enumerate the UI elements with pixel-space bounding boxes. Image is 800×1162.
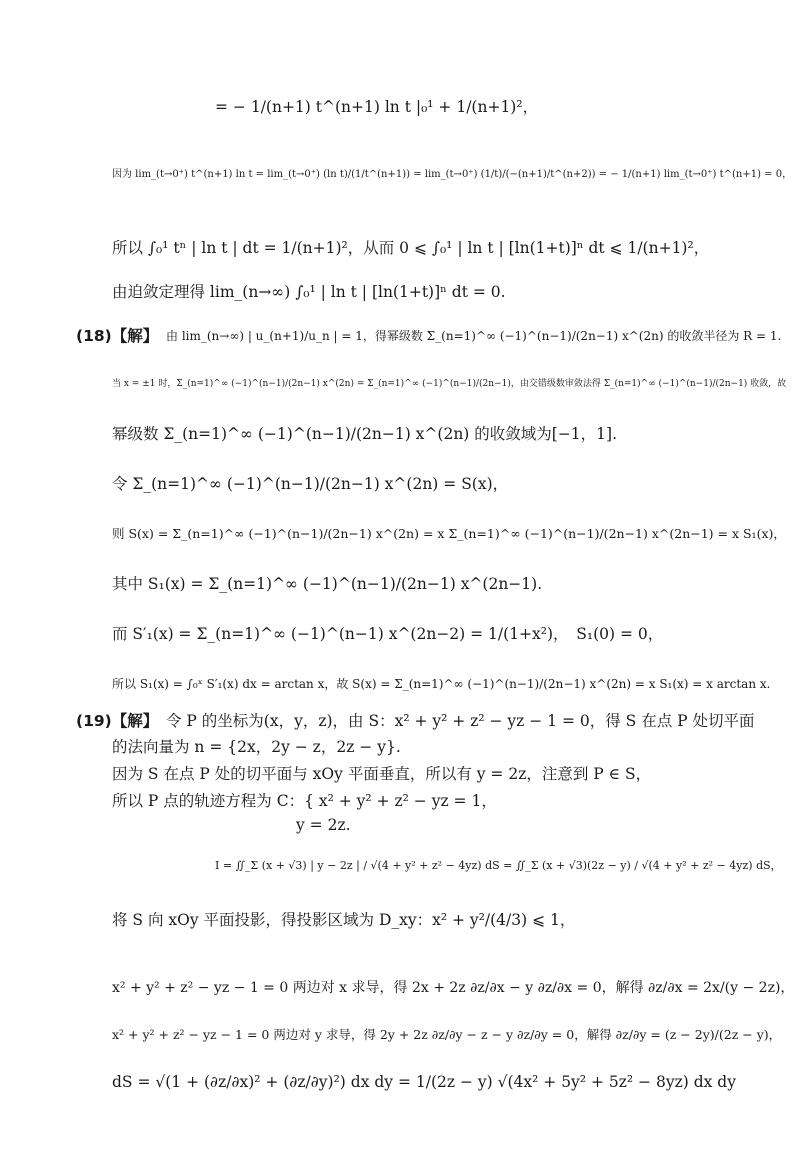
formula-line: 因为 lim_(t→0⁺) t^(n+1) ln t = lim_(t→0⁺) (ln t)/(1/t^(n+1)) = lim_(t→0⁺) (1/t)/(−(n+1)/t^(n+2)) = − 1/(n+1) lim_(t→0⁺) t^(n+1) = 0， — [112, 169, 793, 180]
question-18-label: (18)【解】 — [76, 327, 159, 345]
formula-line: x² + y² + z² − yz − 1 = 0 两边对 x 求导，得 2x + 2z ∂z/∂x − y ∂z/∂x = 0，解得 ∂z/∂x = 2x/(y − 2z)， — [112, 980, 795, 996]
formula-line: 其中 S₁(x) = Σ_(n=1)^∞ (−1)^(n−1)/(2n−1) x^(2n−1). — [112, 575, 543, 593]
text-line: 将 S 向 xOy 平面投影，得投影区域为 D_xy：x² + y²/(4/3) ⩽ 1， — [112, 911, 576, 929]
formula-line: 所以 ∫₀¹ tⁿ | ln t | dt = 1/(n+1)²，从而 0 ⩽ ∫₀¹ | ln t | [ln(1+t)]ⁿ dt ⩽ 1/(n+1)²， — [112, 239, 710, 257]
formula-line: 令 Σ_(n=1)^∞ (−1)^(n−1)/(2n−1) x^(2n) = S(x)， — [112, 475, 509, 493]
formula-line: 则 S(x) = Σ_(n=1)^∞ (−1)^(n−1)/(2n−1) x^(2n) = x Σ_(n=1)^∞ (−1)^(n−1)/(2n−1) x^(2n−1) = x S₁(x)， — [112, 526, 786, 541]
formula-line: 所以 S₁(x) = ∫₀ˣ S′₁(x) dx = arctan x，故 S(x) = Σ_(n=1)^∞ (−1)^(n−1)/(2n−1) x^(2n) = x S₁(x) = x arctan x. — [112, 677, 771, 691]
formula-line: 当 x = ±1 时，Σ_(n=1)^∞ (−1)^(n−1)/(2n−1) x^(2n) = Σ_(n=1)^∞ (−1)^(n−1)/(2n−1)，由交错级数审敛法得 Σ_(n=1)^∞ (−1)^(n−1)/(2n−1) 收敛，故 — [112, 379, 787, 389]
question-19-label: (19)【解】 — [76, 712, 159, 730]
formula-line: 由 lim_(n→∞) | u_(n+1)/u_n | = 1，得幂级数 Σ_(n=1)^∞ (−1)^(n−1)/(2n−1) x^(2n) 的收敛半径为 R = 1. — [166, 329, 782, 343]
formula-line: y = 2z. — [296, 816, 351, 834]
formula-line: I = ∬_Σ (x + √3) | y − 2z | / √(4 + y² + z² − 4yz) dS = ∬_Σ (x + √3)(2z − y) / √(4 + y² + z² − 4yz) dS， — [215, 859, 782, 872]
formula-line: 所以 P 点的轨迹方程为 C：{ x² + y² + z² − yz = 1， — [112, 792, 497, 810]
text-line: 因为 S 在点 P 处的切平面与 xOy 平面垂直，所以有 y = 2z，注意到 P ∈ S， — [112, 765, 652, 783]
text-line: 令 P 的坐标为(x，y，z)，由 S：x² + y² + z² − yz − 1 = 0，得 S 在点 P 处切平面 — [166, 712, 755, 730]
formula-line: = − 1/(n+1) t^(n+1) ln t |₀¹ + 1/(n+1)²， — [215, 98, 539, 116]
formula-line: dS = √(1 + (∂z/∂x)² + (∂z/∂y)²) dx dy = 1/(2z − y) √(4x² + 5y² + 5z² − 8yz) dx dy — [112, 1073, 736, 1091]
text-line: 的法向量为 n = {2x，2y − z，2z − y}. — [112, 738, 401, 756]
formula-line: 幂级数 Σ_(n=1)^∞ (−1)^(n−1)/(2n−1) x^(2n) 的收敛域为[−1，1]. — [112, 425, 618, 443]
formula-line: x² + y² + z² − yz − 1 = 0 两边对 y 求导，得 2y + 2z ∂z/∂y − z − y ∂z/∂y = 0，解得 ∂z/∂y = (z − 2y)/(2z − y)， — [112, 1027, 782, 1042]
formula-line: 而 S′₁(x) = Σ_(n=1)^∞ (−1)^(n−1) x^(2n−2) = 1/(1+x²)， S₁(0) = 0， — [112, 625, 664, 643]
formula-line: 由迫敛定理得 lim_(n→∞) ∫₀¹ | ln t | [ln(1+t)]ⁿ dt = 0. — [112, 283, 506, 301]
